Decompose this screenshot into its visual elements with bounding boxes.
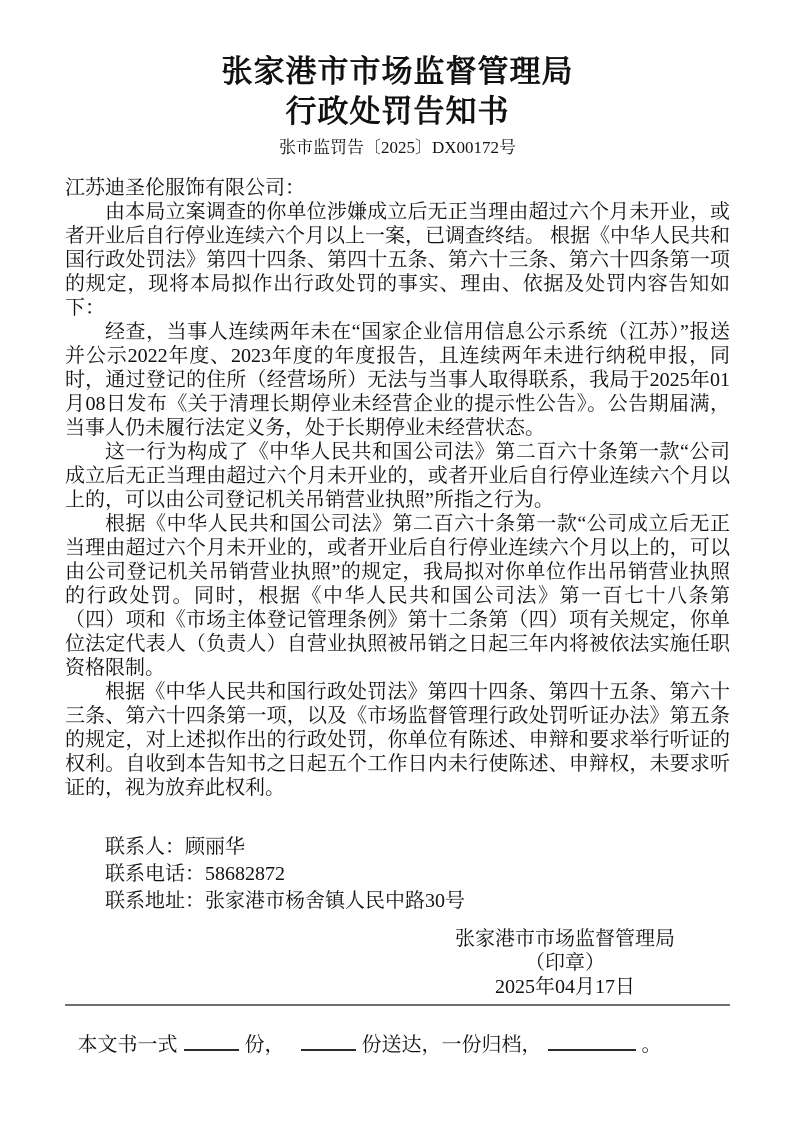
paragraph-penalty-basis: 根据《中华人民共和国公司法》第二百六十条第一款“公司成立后无正当理由超过六个月未开业的，或者开业后自行停业连续六个月以上的，可以由公司登记机关吊销营业执照”的规定，我局拟对你单位作出吊销营业执照的行政处罚。同时，根据《中华人民共和国公司法》第一百七十八条第（四）项和《市场主体登记管理条例》第十二条第（四）项有关规定，你单位法定代表人（负责人）自营业执照被吊销之日起三年内将被依法实施任职资格限制。 [65,513,730,679]
distribution-note-copies: 本文书一式 [77,1034,178,1056]
paragraph-rights-notice: 根据《中华人民共和国行政处罚法》第四十四条、第四十五条、第六十三条、第六十四条第一项，以及《市场监督管理行政处罚听证办法》第五条的规定，对上述拟作出的行政处罚，你单位有陈述、申辩和要求举行听证的权利。自收到本告知书之日起五个工作日内未行使陈述、申辩权，未要求听证的，视为放弃此权利。 [65,681,730,799]
paragraph-case-summary: 由本局立案调查的你单位涉嫌成立后无正当理由超过六个月未开业，或者开业后自行停业连续六个月以上一案，已调查终结。 根据《中华人民共和国行政处罚法》第四十四条、第四十五条、第六十三条、第六十四条第一项的规定，现将本局拟作出行政处罚的事实、理由、依据及处罚内容告知如下： [65,201,730,319]
distribution-note-served: 份送达，一份归档， [361,1034,542,1056]
recipient-line: 江苏迪圣伦服饰有限公司： [65,177,305,199]
footer-divider [65,1004,730,1006]
contact-person: 联系人：顾丽华 [105,836,245,858]
contact-address: 联系地址：张家港市杨舍镇人民中路30号 [105,890,465,912]
signature-seal-placeholder: （印章） [525,952,605,974]
contact-block [105,834,730,915]
signature-date: 2025年04月17日 [495,976,635,998]
paragraph-findings: 经查，当事人连续两年未在“国家企业信用信息公示系统（江苏）”报送并公示2022年度、2023年度的年度报告，且连续两年未进行纳税申报，同时，通过登记的住所（经营场所）无法与当事人取得联系，我局于2025年01月08日发布《关于清理长期停业未经营企业的提示性公告》。公告期届满，当事人仍未履行法定义务，处于长期停业未经营状态。 [65,321,730,439]
distribution-note-fen: 份， [244,1034,285,1056]
paragraph-violation: 这一行为构成了《中华人民共和国公司法》第二百六十条第一款“公司成立后无正当理由超过六个月未开业的，或者开业后自行停业连续六个月以上的，可以由公司登记机关吊销营业执照”所指之行为。 [65,441,730,511]
blank-served-count [301,1035,356,1051]
signature-agency: 张家港市市场监督管理局 [455,928,675,950]
blank-copies-count [184,1035,239,1051]
blank-other [548,1035,636,1051]
document-title: 行政处罚告知书 [285,94,510,129]
contact-phone: 联系电话：58682872 [105,863,285,885]
document-number: 张市监罚告〔2025〕DX00172号 [278,138,517,157]
document-body [65,176,730,800]
signature-block [400,927,730,999]
distribution-note [37,1032,702,1058]
distribution-note-period: 。 [641,1034,662,1056]
agency-title: 张家港市市场监督管理局 [221,54,574,89]
